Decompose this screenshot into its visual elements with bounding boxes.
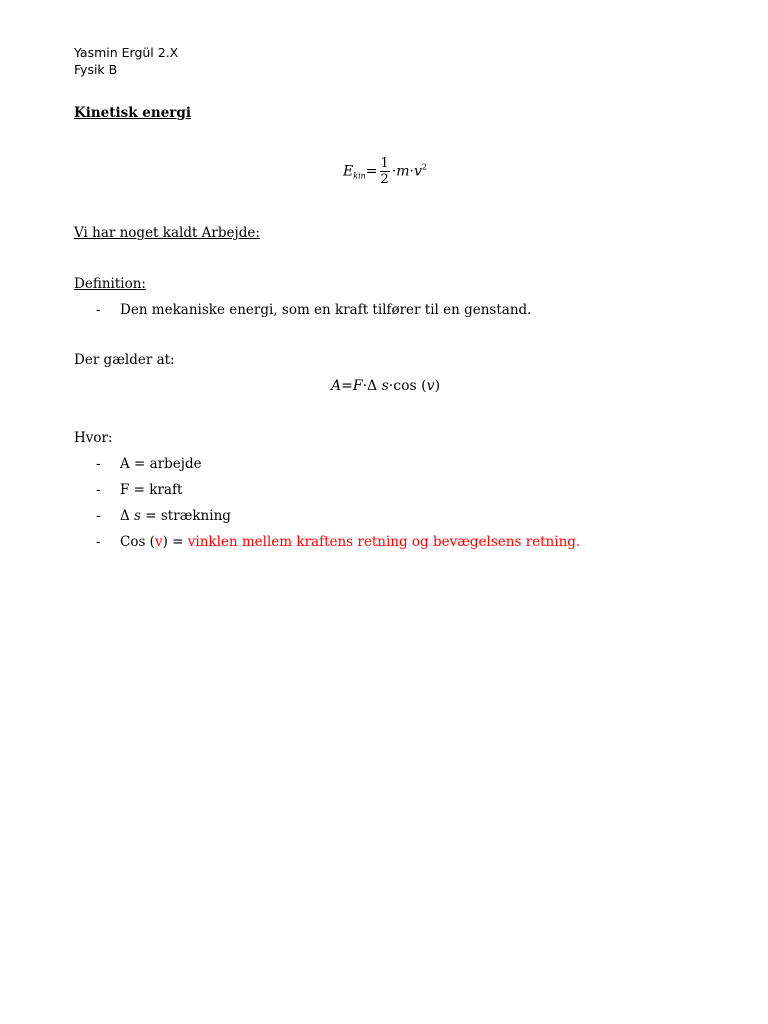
where-item-a: A = arbejde bbox=[120, 456, 202, 472]
wf-a: A bbox=[331, 378, 342, 394]
formula-e-sub: kin bbox=[353, 171, 366, 181]
wf-dot-2: · bbox=[388, 378, 394, 394]
formula-dot-2: · bbox=[409, 163, 414, 180]
wf-close-paren: ) bbox=[434, 378, 441, 394]
wf-open-paren: ( bbox=[421, 378, 427, 394]
bullet-dash: - bbox=[96, 534, 101, 550]
cos-description: vinklen mellem kraftens retning og bevægelsens retning. bbox=[187, 534, 581, 550]
author-line: Yasmin Ergül 2.X bbox=[74, 45, 179, 60]
wf-dot-1: · bbox=[362, 378, 368, 394]
formula-fraction bbox=[380, 156, 390, 187]
wf-s: s bbox=[381, 378, 389, 394]
where-label: Hvor: bbox=[74, 430, 113, 446]
definition-title: Definition: bbox=[74, 276, 146, 292]
where-item-f: F = kraft bbox=[120, 482, 183, 498]
s-symbol: s bbox=[134, 508, 141, 524]
fraction-denominator: 2 bbox=[380, 172, 389, 187]
section-title-kinetic: Kinetisk energi bbox=[74, 105, 191, 121]
formula-e: E bbox=[343, 163, 354, 180]
wf-v: v bbox=[426, 378, 435, 394]
delta-symbol: Δ bbox=[120, 508, 130, 524]
bullet-dash: - bbox=[96, 302, 101, 318]
kinetic-energy-formula bbox=[343, 156, 427, 187]
where-item-delta-s bbox=[120, 507, 231, 525]
where-item-cos bbox=[120, 533, 580, 551]
cos-prefix: Cos ( bbox=[120, 534, 155, 550]
bullet-dash: - bbox=[96, 482, 101, 498]
bullet-dash: - bbox=[96, 508, 101, 524]
applies-label: Der gælder at: bbox=[74, 352, 175, 368]
delta-s-desc: = strækning bbox=[145, 508, 231, 524]
cos-v: v bbox=[154, 534, 163, 550]
fraction-numerator: 1 bbox=[380, 156, 389, 171]
subject-line: Fysik B bbox=[74, 62, 118, 77]
work-formula bbox=[331, 377, 440, 395]
wf-eq: = bbox=[341, 378, 353, 394]
work-intro: Vi har noget kaldt Arbejde: bbox=[74, 225, 260, 241]
bullet-dash: - bbox=[96, 456, 101, 472]
formula-m: m bbox=[396, 163, 410, 180]
formula-v: v bbox=[414, 163, 422, 180]
formula-dot-1: · bbox=[391, 163, 397, 180]
cos-suffix: ) = bbox=[162, 534, 188, 550]
formula-eq: = bbox=[365, 163, 378, 180]
wf-cos: cos bbox=[393, 378, 417, 394]
wf-delta: Δ bbox=[367, 378, 378, 394]
formula-exp: 2 bbox=[421, 162, 428, 172]
wf-f: F bbox=[352, 378, 363, 394]
definition-item: Den mekaniske energi, som en kraft tilfører til en genstand. bbox=[120, 302, 532, 318]
